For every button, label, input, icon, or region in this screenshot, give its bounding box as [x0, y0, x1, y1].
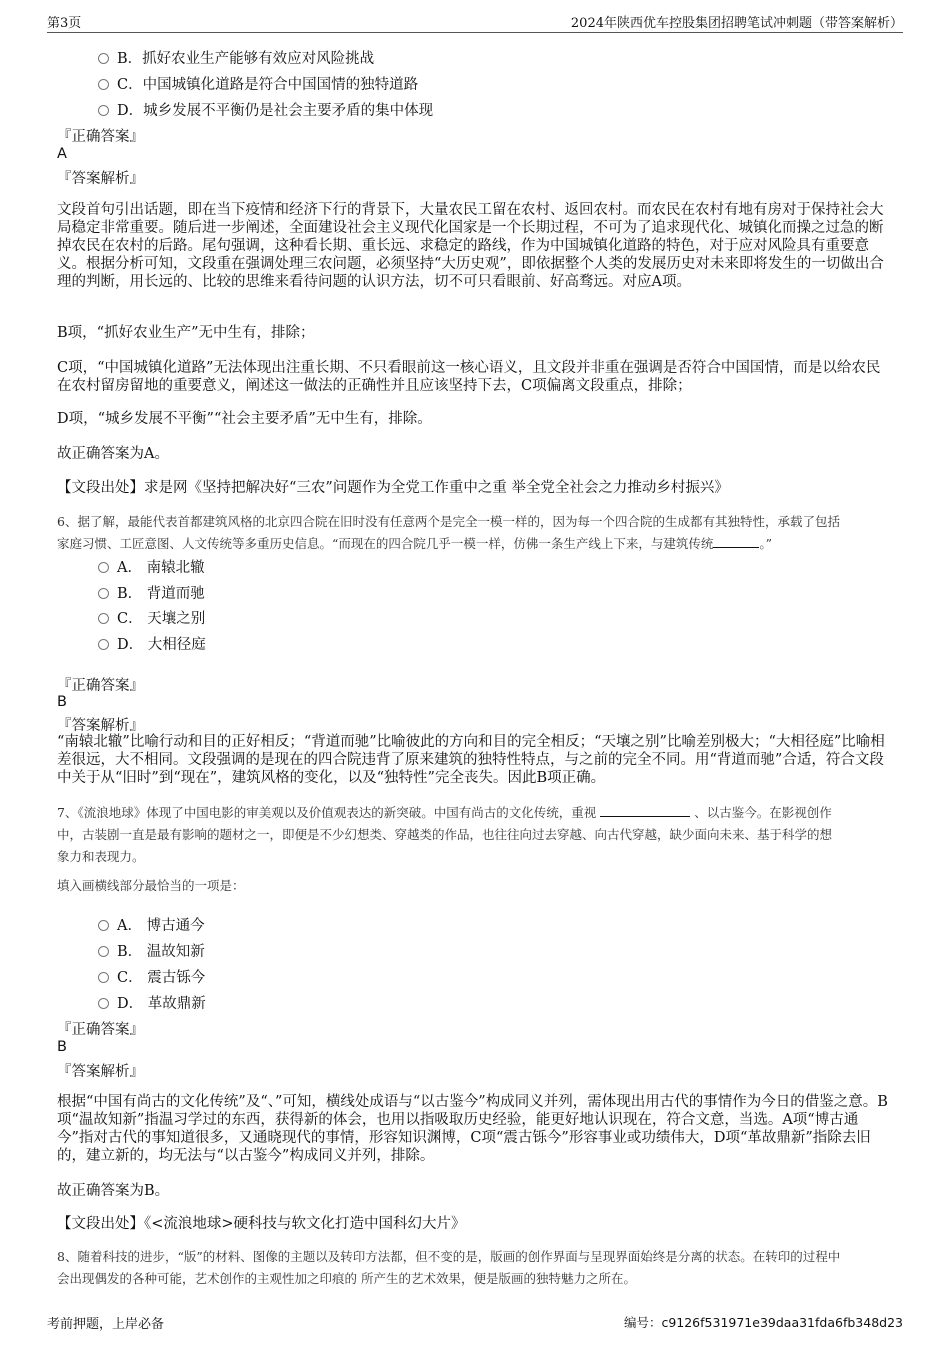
radio-icon[interactable] [98, 972, 109, 983]
radio-icon[interactable] [98, 998, 109, 1009]
q5-analysis-p1: 文段首句引出话题，即在当下疫情和经济下行的背景下，大量农民工留在农村、返回农村。而农民在农村有地有房对于保持社会大局稳定非常重要。随后进一步阐述，全面建设社会主义现代化国家是一个长期过程，不可为了追求现代化、城镇化而操之过急的断掉农民在农村的后路。尾句强调，这种看长期、重长远、求稳定的路线，作为中国城镇化道路的特色，对于应对风险具有重要意义。根据分析可知，文段重在强调处理三农问题，必须坚持“大历史观”，即依据整个人类的发展历史对未来即将发生的一切做出合理的判断，用长远的、比较的思维来看待问题的认识方法，切不可只看眼前、好高骛远。对应A项。 [57, 202, 884, 290]
q7-answer: B [57, 1039, 67, 1055]
q6-option-c[interactable]: C． 天壤之别 [98, 607, 205, 628]
q6-option-b[interactable]: B． 背道而驰 [98, 582, 205, 603]
page-header [47, 12, 903, 33]
q7-option-a[interactable]: A． 博古通今 [98, 914, 205, 935]
radio-icon[interactable] [98, 53, 109, 64]
q6-stem: 6、据了解，最能代表首都建筑风格的北京四合院在旧时没有任意两个是完全一模一样的，因为每一个四合院的生成都有其独特性，承载了包括 家庭习惯、工匠意图、人文传统等多重历史信息。“而现在的四合院几乎一模一样，仿佛一条生产线上下来，与建筑传统 。” [57, 514, 840, 551]
q5-analysis-p3: C项，“中国城镇化道路”无法体现出注重长期、不只看眼前这一核心语义，且文段并非重在强调是否符合中国国情，而是以给农民在农村留房留地的重要意义，阐述这一做法的正确性并且应该坚持下去，C项偏离文段重点，排除； [57, 360, 881, 394]
radio-icon[interactable] [98, 946, 109, 957]
page-number: 第3页 [47, 16, 82, 31]
q6-option-a[interactable]: A． 南辕北辙 [98, 556, 205, 577]
q6-option-d[interactable]: D． 大相径庭 [98, 633, 206, 654]
q7-analysis: 根据“中国有尚古的文化传统”及“、”可知，横线处成语与“以古鉴今”构成同义并列，需体现出用古代的事情作为今日的借鉴之意。B项“温故知新”指温习学过的东西，获得新的体会，也用以指吸取历史经验，能更好地认识现在，符合文意，当选。A项“博古通今”指对古代的事知道很多，又通晓现代的事情，形容知识渊博，C项“震古铄今”形容事业或功绩伟大，D项“革故鼎新”指除去旧的，建立新的，均无法与“以古鉴今”构成同义并列，排除。 [57, 1094, 888, 1164]
fill-blank [600, 806, 690, 817]
radio-icon[interactable] [98, 613, 109, 624]
q7-answer-label: 『正确答案』 [57, 1022, 144, 1038]
q5-source: 【文段出处】求是网《坚持把解决好“三农”问题作为全党工作重中之重 举全党全社会之力推动乡村振兴》 [57, 480, 729, 496]
q5-option-c[interactable]: C．中国城镇化道路是符合中国国情的独特道路 [98, 73, 418, 94]
q5-conclusion: 故正确答案为A。 [57, 446, 169, 462]
q6-answer: B [57, 694, 67, 710]
radio-icon[interactable] [98, 79, 109, 90]
q7-source: 【文段出处】《<流浪地球>硬科技与软文化打造中国科幻大片》 [57, 1216, 466, 1232]
q7-option-b[interactable]: B． 温故知新 [98, 940, 205, 961]
q6-analysis-label: 『答案解析』 [57, 718, 144, 734]
q5-analysis-p4: D项，“城乡发展不平衡”“社会主要矛盾”无中生有，排除。 [57, 411, 432, 427]
radio-icon[interactable] [98, 588, 109, 599]
q7-prompt: 填入画横线部分最恰当的一项是： [57, 878, 245, 893]
document-title: 2024年陕西优车控股集团招聘笔试冲刺题（带答案解析） [570, 16, 903, 31]
fill-blank [713, 537, 759, 548]
q5-answer: A [57, 146, 67, 162]
q7-stem: 7、《流浪地球》体现了中国电影的审美观以及价值观表达的新突破。中国有尚古的文化传统，重视 、以古鉴今。在影视创作 中，古装剧一直是最有影响的题材之一，即便是不少幻想类、穿越类的作品，也往往向过去穿越、向古代穿越，缺少面向未来、基于科学的想 象力和表现力。 [57, 805, 833, 864]
q8-stem: 8、随着科技的进步，“版”的材料、图像的主题以及转印方法都，但不变的是，版画的创作界面与呈现界面始终是分离的状态。在转印的过程中 会出现偶发的各种可能，艺术创作的主观性加之印痕的 所产生的艺术效果，便是版画的独特魅力之所在。 [57, 1249, 841, 1286]
radio-icon[interactable] [98, 105, 109, 116]
q7-conclusion: 故正确答案为B。 [57, 1183, 170, 1199]
document-id: 编号：c9126f531971e39daa31fda6fb348d23 [623, 1315, 903, 1330]
radio-icon[interactable] [98, 639, 109, 650]
q6-analysis: “南辕北辙”比喻行动和目的正好相反；“背道而驰”比喻彼此的方向和目的完全相反；“天壤之别”比喻差别极大；“大相径庭”比喻相差很远，大不相同。文段强调的是现在的四合院违背了原来建筑的独特性特点，与之前的完全不同。用“背道而驰”合适，符合文段中关于从“旧时”到“现在”，建筑风格的变化，以及“独特性”完全丧失。因此B项正确。 [57, 734, 885, 786]
q7-option-d[interactable]: D． 革故鼎新 [98, 992, 206, 1013]
radio-icon[interactable] [98, 562, 109, 573]
q5-analysis-label: 『答案解析』 [57, 171, 144, 187]
q6-answer-label: 『正确答案』 [57, 678, 144, 694]
q5-option-b[interactable]: B．抓好农业生产能够有效应对风险挑战 [98, 47, 374, 68]
q5-answer-label: 『正确答案』 [57, 129, 144, 145]
page-footer [47, 1313, 903, 1333]
q7-analysis-label: 『答案解析』 [57, 1064, 144, 1080]
q5-option-d[interactable]: D．城乡发展不平衡仍是社会主要矛盾的集中体现 [98, 99, 433, 120]
footer-slogan: 考前押题，上岸必备 [47, 1317, 165, 1332]
q5-analysis-p2: B项，“抓好农业生产”无中生有，排除； [57, 325, 315, 341]
radio-icon[interactable] [98, 920, 109, 931]
q7-option-c[interactable]: C． 震古铄今 [98, 966, 205, 987]
